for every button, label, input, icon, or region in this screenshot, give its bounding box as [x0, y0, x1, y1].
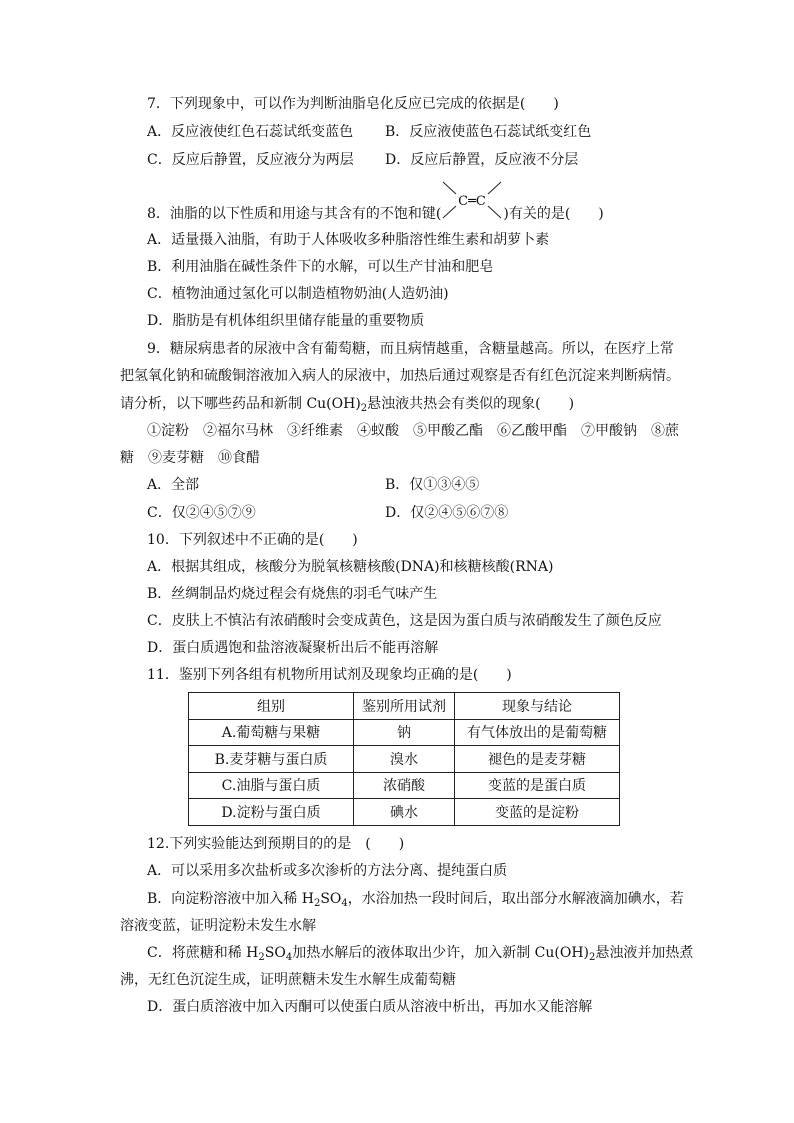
q12-option-c-line1: [147, 943, 693, 963]
q12-c-pre: C．将蔗糖和稀 H: [147, 945, 259, 961]
q9-option-b: B．仅①③④⑤: [385, 477, 480, 493]
table-row: [189, 772, 620, 799]
q8-option-c: C．植物油通过氢化可以制造植物奶油(人造奶油): [147, 286, 449, 302]
table-row: [189, 799, 620, 826]
table-cell: 变蓝的是淀粉: [455, 799, 620, 826]
q9-line3-post: 悬浊液共热会有类似的现象( ): [367, 396, 575, 412]
q12-b-sub: 2: [313, 898, 321, 909]
q9-line3: [120, 394, 574, 414]
q8-option-b: B．利用油脂在碱性条件下的水解，可以生产甘油和肥皂: [147, 259, 494, 275]
table-cell: 有气体放出的是葡萄糖: [455, 719, 620, 746]
q9-line2: 把氢氧化钠和硫酸铜溶液加入病人的尿液中，加热后通过观察是否有红色沉淀来判断病情。: [120, 368, 680, 384]
q12-c-mid2: 加热水解后的液体取出少许，加入新制 Cu(OH): [292, 945, 589, 961]
table-cell: 碘水: [354, 799, 455, 826]
q10-option-b: B．丝绸制品灼烧过程会有烧焦的羽毛气味产生: [147, 586, 438, 602]
q12-option-d: D．蛋白质溶液中加入丙酮可以使蛋白质从溶液中析出，再加水又能溶解: [147, 999, 593, 1015]
q8-option-d: D．脂肪是有机体组织里储存能量的重要物质: [147, 313, 425, 329]
table-row: [189, 719, 620, 746]
q9-option-a: A．全部: [147, 477, 200, 493]
table-cell: A.葡萄糖与果糖: [189, 719, 354, 746]
table-cell: B.麦芽糖与蛋白质: [189, 746, 354, 773]
table-cell: 褪色的是麦芽糖: [455, 746, 620, 773]
q7-option-c: C．反应后静置，反应液分为两层: [147, 152, 354, 168]
table-cell: 浓硝酸: [354, 772, 455, 799]
double-bond-structure: [441, 194, 503, 224]
table-cell: 变蓝的是蛋白质: [455, 772, 620, 799]
q7-option-d: D．反应后静置，反应液不分层: [385, 152, 579, 168]
q12-c-sub: 2: [589, 952, 596, 963]
q12-c-mid: SO: [264, 945, 286, 961]
q12-c-sub: 4: [285, 952, 293, 963]
table-cell: C.油脂与蛋白质: [189, 772, 354, 799]
q8-stem-pre: 8．油脂的以下性质和用途与其含有的不饱和键(: [147, 206, 442, 222]
q9-option-d: D．仅②④⑤⑥⑦⑧: [385, 505, 509, 521]
q9-items-line1: ①淀粉 ②福尔马林 ③纤维素 ④蚁酸 ⑤甲酸乙酯 ⑥乙酸甲酯 ⑦甲酸钠 ⑧蔗: [147, 423, 679, 439]
q7-option-a: A．反应液使红色石蕊试纸变蓝色: [147, 124, 354, 140]
q10-option-c: C．皮肤上不慎沾有浓硝酸时会变成黄色，这是因为蛋白质与浓硝酸发生了颜色反应: [147, 613, 662, 629]
q9-option-c: C．仅②④⑤⑦⑨: [147, 505, 256, 521]
q12-b-post: ，水浴加热一段时间后，取出部分水解液滴加碘水，若: [347, 891, 684, 907]
table-row: [189, 746, 620, 773]
q12-c-sub: 2: [258, 952, 265, 963]
q9-line1: 9．糖尿病患者的尿液中含有葡萄糖，而且病情越重，含糖量越高。所以，在医疗上常: [147, 341, 674, 357]
q12-option-b-line2: 溶液变蓝，证明淀粉未发生水解: [120, 918, 316, 934]
q12-b-mid: SO: [320, 891, 342, 907]
q9-line3-pre: 请分析，以下哪些药品和新制 Cu(OH): [120, 396, 361, 412]
table-header-cell: 鉴别所用试剂: [354, 693, 455, 720]
q8-option-a: A．适量摄入油脂，有助于人体吸收多种脂溶性维生素和胡萝卜素: [147, 232, 550, 248]
q12-stem: 12.下列实验能达到预期目的的是 ( ): [147, 836, 405, 852]
q12-c-post: 悬浊液并加热煮: [595, 945, 694, 961]
q10-stem: 10．下列叙述中不正确的是( ): [147, 532, 358, 548]
q11-table: [188, 692, 620, 826]
table-cell: 钠: [354, 719, 455, 746]
q12-b-sub: 4: [341, 898, 348, 909]
double-bond-label: C═C: [458, 194, 487, 209]
q9-items-line2: 糖 ⑨麦芽糖 ⑩食醋: [120, 450, 260, 466]
table-header-cell: 组别: [189, 693, 354, 720]
q11-stem: 11．鉴别下列各组有机物所用试剂及现象均正确的是( ): [147, 667, 512, 683]
q8-stem-post: )有关的是( ): [503, 206, 604, 222]
q12-option-c-line2: 沸，无红色沉淀生成，证明蔗糖未发生水解生成葡萄糖: [120, 972, 456, 988]
table-cell: D.淀粉与蛋白质: [189, 799, 354, 826]
q7-option-b: B．反应液使蓝色石蕊试纸变红色: [385, 124, 592, 140]
q10-option-a: A．根据其组成，核酸分为脱氧核糖核酸(DNA)和核糖核酸(RNA): [147, 559, 554, 575]
q7-stem: 7．下列现象中，可以作为判断油脂皂化反应已完成的依据是( ): [147, 96, 559, 112]
double-bond-diagram: [441, 178, 503, 224]
q12-b-pre: B．向淀粉溶液中加入稀 H: [147, 891, 314, 907]
table-cell: 溴水: [354, 746, 455, 773]
q10-option-d: D．蛋白质遇饱和盐溶液凝聚析出后不能再溶解: [147, 640, 439, 656]
table-header-cell: 现象与结论: [455, 693, 620, 720]
table-header-row: [189, 693, 620, 720]
q9-line3-sub: 2: [360, 403, 368, 414]
q12-option-b-line1: [147, 889, 684, 909]
q12-option-a: A．可以采用多次盐析或多次渗析的方法分离、提纯蛋白质: [147, 863, 508, 879]
q8-stem: [147, 194, 604, 224]
